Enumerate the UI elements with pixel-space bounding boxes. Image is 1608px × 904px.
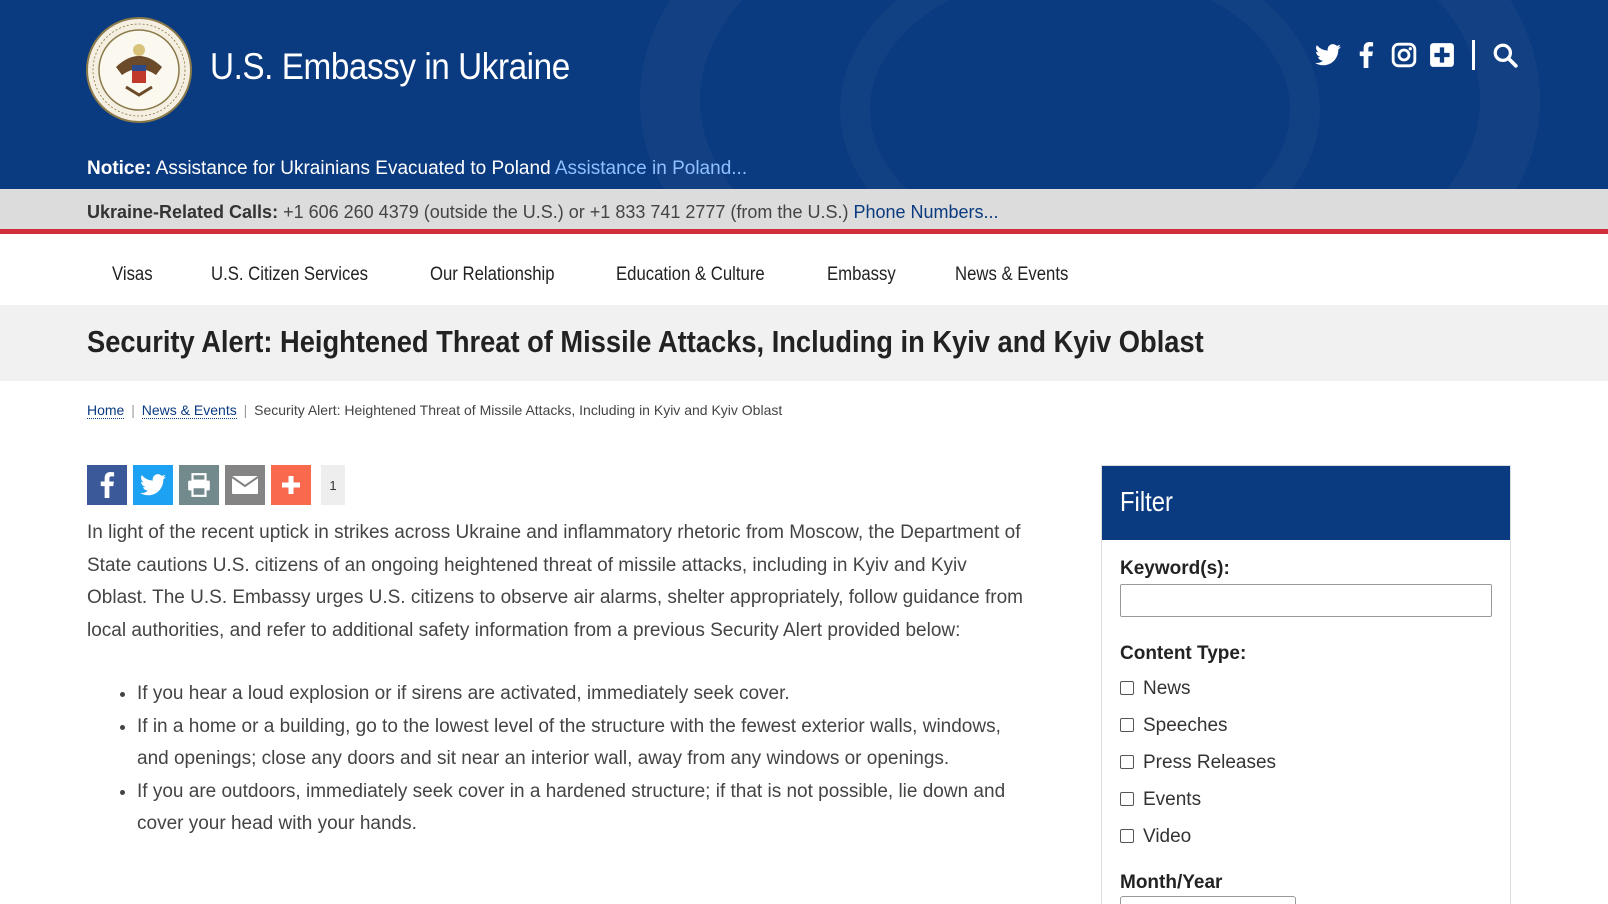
checkbox-press-releases[interactable] [1120,750,1492,776]
checkbox-label: Events [1143,789,1202,810]
share-more-button[interactable] [271,465,311,505]
notice-label: Notice: [87,158,152,179]
breadcrumb-separator: | [131,402,135,418]
share-facebook-button[interactable] [87,465,127,505]
checkbox-box[interactable] [1120,829,1134,843]
main-nav [0,244,1608,305]
list-item: • If you hear a loud explosion or if sirens are activated, immediately seek cover. [137,678,1027,711]
share-twitter-button[interactable] [133,465,173,505]
site-header [0,0,1608,189]
title-band [0,305,1608,381]
checkbox-box[interactable] [1120,755,1134,769]
checkbox-label: News [1143,678,1191,699]
content-type-label: Content Type: [1120,643,1247,664]
month-year-group [1120,872,1492,904]
checkbox-label: Video [1143,826,1192,847]
calls-label: Ukraine-Related Calls: [87,202,279,222]
checkbox-events[interactable] [1120,787,1492,813]
checkbox-label: Press Releases [1143,752,1277,773]
content-type-group [1120,643,1492,850]
keyword-input[interactable] [1120,584,1492,617]
breadcrumb-home[interactable]: Home [87,402,125,418]
article-intro: In light of the recent uptick in strikes across Ukraine and inflammatory rhetoric from Moscow, the Department of State cautions U.S. citizens of an ongoing heightened threat of missile attacks, including in Kyiv and Kyiv Oblast. The U.S. Embassy urges U.S. citizens to observe air alarms, shelter appropriately, follow guidance from local authorities, and refer to additional safety information from a previous Security Alert provided below: [87,522,1023,641]
nav-item-news-events[interactable]: News & Events [955,264,1069,285]
share-email-button[interactable] [225,465,265,505]
instagram-icon[interactable] [1390,41,1418,69]
notice-link[interactable]: Assistance in Poland... [554,158,748,179]
keyword-label: Keyword(s): [1120,558,1230,579]
calls-text [87,202,999,223]
twitter-icon [140,474,166,496]
filter-panel [1101,465,1511,904]
checkbox-video[interactable] [1120,824,1492,850]
nav-item-embassy[interactable]: Embassy [827,264,896,285]
breadcrumb-news-events[interactable]: News & Events [141,402,237,418]
twitter-icon[interactable] [1314,41,1342,69]
phone-numbers-link[interactable]: Phone Numbers... [853,202,999,222]
facebook-icon[interactable] [1352,41,1380,69]
calls-numbers: +1 606 260 4379 (outside the U.S.) or +1 833 741 2777 (from the U.S.) [283,202,849,222]
nav-item-education-culture[interactable]: Education & Culture [616,264,765,285]
breadcrumb [87,402,782,418]
nav-item-citizen-services[interactable]: U.S. Citizen Services [211,264,369,285]
filter-title: Filter [1120,486,1173,517]
article-body [87,517,1027,841]
print-icon [186,473,212,497]
email-icon [231,475,259,495]
checkbox-box[interactable] [1120,792,1134,806]
checkbox-label: Speeches [1143,715,1228,736]
checkbox-news[interactable] [1120,676,1492,702]
checkbox-box[interactable] [1120,718,1134,732]
breadcrumb-current: Security Alert: Heightened Threat of Missile Attacks, Including in Kyiv and Kyiv Oblast [254,402,783,418]
month-year-label: Month/Year [1120,872,1223,893]
seal-watermark-inner [840,0,1320,189]
list-item: • If you are outdoors, immediately seek cover in a hardened structure; if that is not possible, lie down and cover your head with your hands. [137,776,1027,841]
social-links [1314,40,1519,70]
filter-header [1102,466,1510,540]
department-seal-logo[interactable] [86,17,192,123]
checkbox-box[interactable] [1120,681,1134,695]
safety-list [87,678,1027,841]
filter-body [1102,540,1510,904]
site-title[interactable]: U.S. Embassy in Ukraine [210,46,570,87]
share-print-button[interactable] [179,465,219,505]
calls-bar [0,189,1608,234]
notice-banner [87,158,747,180]
page-title: Security Alert: Heightened Threat of Missile Attacks, Including in Kyiv and Kyiv Oblast [87,324,1204,359]
plus-icon[interactable] [1428,41,1456,69]
social-divider [1472,40,1475,70]
plus-icon [279,473,303,497]
checkbox-speeches[interactable] [1120,713,1492,739]
facebook-icon [99,472,115,498]
notice-text: Assistance for Ukrainians Evacuated to Poland [155,158,551,179]
nav-item-visas[interactable]: Visas [112,264,153,285]
nav-item-our-relationship[interactable]: Our Relationship [430,264,555,285]
list-item: • If in a home or a building, go to the lowest level of the structure with the fewest exterior walls, windows, and openings; close any doors and sit near an interior wall, away from any windows or openings. [137,711,1027,776]
search-icon[interactable] [1491,41,1519,69]
breadcrumb-separator: | [243,402,248,418]
month-year-select[interactable] [1120,896,1296,904]
share-count: 1 [321,465,345,505]
share-bar [87,465,345,505]
